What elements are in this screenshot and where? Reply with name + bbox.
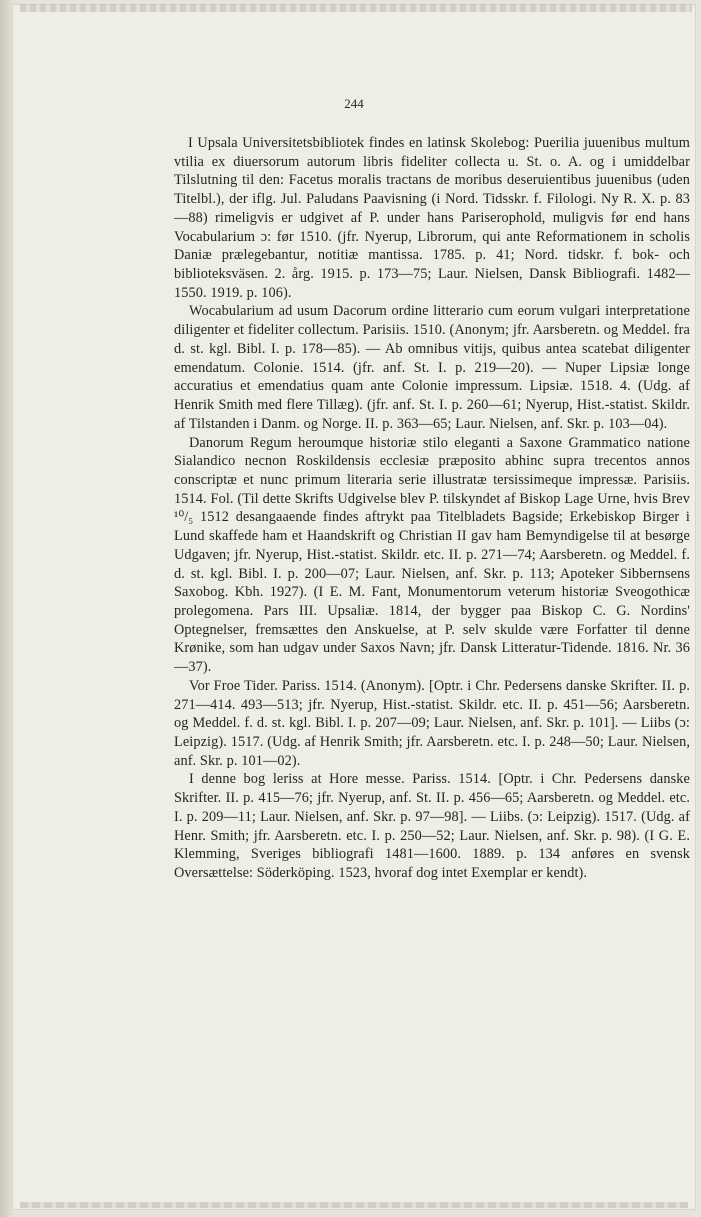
- scanned-page: [12, 4, 696, 1210]
- top-edge: [20, 4, 692, 12]
- body-text: [174, 134, 690, 883]
- paragraph-puerilia: I Upsala Universitetsbibliotek findes en latinsk Skolebog: Puerilia juuenibus multum vtilia ex diuersorum autorum libris fideliter collecta u. St. o. A. og i umiddelbar Tilslutning til den: Facetus moralis tractans de moribus deseruientibus juuenibus (uden Titelbl.), der iflg. Jul. Paludans Paavisning (i Nord. Tidsskr. f. Filologi. Ny R. X. p. 83—88) rimeligvis er udgivet af P. under hans Pariserophold, muligvis før end hans Vocabularium ɔ: før 1510. (jfr. Nyerup, Librorum, qui ante Reformationem in scholis Daniæ prælegebantur, notitiæ mantissa. 1785. p. 41; Nord. tidskr. f. bok- och biblioteksväsen. 2. årg. 1915. p. 173—75; Laur. Nielsen, Dansk Bibliografi. 1482—1550. 1919. p. 106).: [174, 135, 690, 301]
- paragraph-hore-messe: I denne bog leriss at Hore messe. Pariss. 1514. [Optr. i Chr. Pedersens danske Skrifter. II. p. 415—76; jfr. Nyerup, anf. St. II. p. 456—65; Aarsberetn. og Meddel. etc. I. p. 209—11; Laur. Nielsen, anf. Skr. p. 97—98]. — Liibs. (ɔ: Leipzig). 1517. (Udg. af Henr. Smith; jfr. Aarsberetn. etc. I. p. 250—52; Laur. Nielsen, anf. Skr. p. 98). (I G. E. Klemming, Sveriges bibliografi 1481—1600. 1889. p. 134 anføres en svensk Oversættelse: Söderköping. 1523, hvoraf dog intet Exemplar er kendt).: [174, 771, 690, 882]
- paragraph-danorum-regum: Danorum Regum heroumque historiæ stilo eleganti a Saxone Grammatico natione Sialandico necnon Roskildensis ecclesiæ præposito abhinc supra trecentos annos conscriptæ et nunc primum literaria serie illustratæ tersissimeque impressæ. Parisiis. 1514. Fol. (Til dette Skrifts Udgivelse blev P. tilskyndet af Biskop Lage Urne, hvis Brev ¹⁰/₅ 1512 desangaaende findes aftrykt paa Titelbladets Bagside; Erkebiskop Birger i Lund skaffede ham et Haandskrift og Christian II gav ham Bemyndigelse til at besørge Udgaven; jfr. Nyerup, Hist.-statist. Skildr. etc. II. p. 271—74; Aarsberetn. og Meddel. f. d. st. kgl. Bibl. I. p. 200—07; Laur. Nielsen, anf. Skr. p. 113; Apoteker Sibbernsens Saxobog. Kbh. 1927). (I E. M. Fant, Monumentorum veterum historiæ Sveogothicæ prolegomena. Pars III. Upsaliæ. 1814, der bygger paa Biskop C. G. Nordins' Optegnelser, fremsættes den Anskuelse, at P. selv skulde være Forfatter til denne Krønike, som han udgav under Saxos Navn; jfr. Dansk Litteratur-Tidende. 1816. Nr. 36—37).: [174, 434, 690, 676]
- paragraph-wocabularium: Wocabularium ad usum Dacorum ordine litterario cum eorum vulgari interpretatione diligenter et fideliter collectum. Parisiis. 1510. (Anonym; jfr. Aarsberetn. og Meddel. fra d. st. kgl. Bibl. I. p. 178—85). — Ab omnibus vitijs, quibus antea scatebat diligenter emendatum. Colonie. 1514. (jfr. anf. St. I. p. 219—20). — Nuper Lipsiæ longe accuratius et emendatius quam ante Colonie impressum. Lipsiæ. 1518. 4. (Udg. af Henrik Smith med flere Tillæg). (jfr. anf. St. I. p. 260—61; Nyerup, Hist.-statist. Skildr. af Tilstanden i Danm. og Norge. II. p. 363—65; Laur. Nielsen, anf. Skr. p. 103—04).: [174, 303, 690, 432]
- page-number: 244: [344, 96, 364, 111]
- bottom-edge: [20, 1202, 688, 1208]
- paragraph-vor-froe-tider: Vor Froe Tider. Pariss. 1514. (Anonym). [Optr. i Chr. Pedersens danske Skrifter. II. p. 271—414. 493—513; jfr. Nyerup, Hist.-statist. Skildr. etc. II. p. 451—56; Aarsberetn. og Meddel. f. d. st. kgl. Bibl. I. p. 207—09; Laur. Nielsen, anf. Skr. p. 101]. — Liibs (ɔ: Leipzig). 1517. (Udg. af Henrik Smith; jfr. Aarsberetn. etc. I. p. 248—50; Laur. Nielsen, anf. Skr. p. 101—02).: [174, 677, 690, 769]
